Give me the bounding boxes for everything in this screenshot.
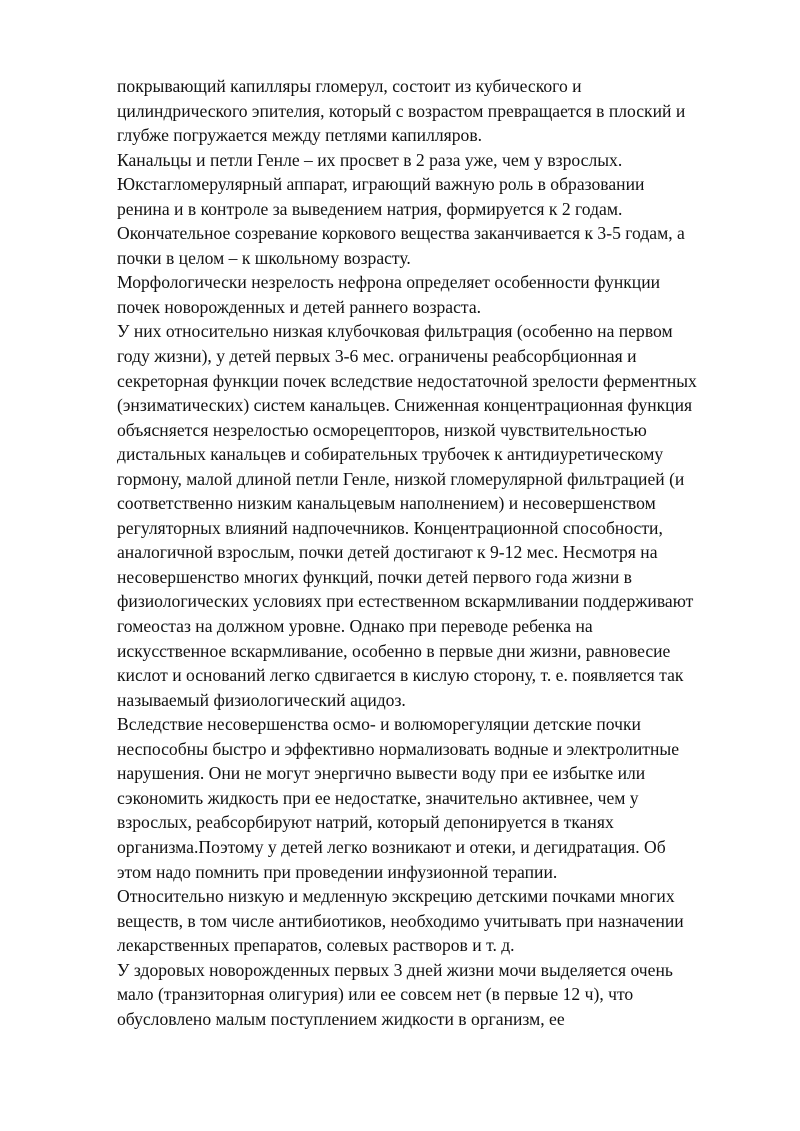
text-line: Морфологически незрелость нефрона определяет особенности функции [117,272,661,293]
text-line: почки в целом – к школьному возрасту. [117,247,411,268]
text-line: году жизни), у детей первых 3-6 мес. ограничены реабсорбционная и [117,346,637,367]
body-text [117,74,757,1031]
text-line: У здоровых новорожденных первых 3 дней жизни мочи выделяется очень [117,959,673,980]
text-line: Канальцы и петли Генле – их просвет в 2 раза уже, чем у взрослых. [117,149,623,170]
text-line: искусственное вскармливание, особенно в первые дни жизни, равновесие [117,640,671,661]
text-line: дистальных канальцев и собирательных трубочек к антидиуретическому [117,444,664,465]
text-line: цилиндрического эпителия, который с возрастом превращается в плоский и [117,100,686,121]
text-line: физиологических условиях при естественном вскармливании поддерживают [117,591,694,612]
text-line: называемый физиологический ацидоз. [117,689,406,710]
text-line: этом надо помнить при проведении инфузионной терапии. [117,861,558,882]
text-line: регуляторных влияний надпочечников. Концентрационной способности, [117,517,663,538]
text-line: аналогичной взрослым, почки детей достигают к 9-12 мес. Несмотря на [117,542,658,563]
text-line: секреторная функции почек вследствие недостаточной зрелости ферментных [117,370,697,391]
text-line: сэкономить жидкость при ее недостатке, значительно активнее, чем у [117,787,639,808]
text-line: организма.Поэтому у детей легко возникают и отеки, и дегидратация. Об [117,836,666,857]
text-line: лекарственных препаратов, солевых растворов и т. д. [117,935,515,956]
text-line: ренина и в контроле за выведением натрия, формируется к 2 годам. [117,198,623,219]
text-line: Относительно низкую и медленную экскрецию детскими почками многих [117,886,675,907]
text-line: взрослых, реабсорбируют натрий, который депонируется в тканях [117,812,614,833]
text-line: Юкстагломерулярный аппарат, играющий важную роль в образовании [117,174,645,195]
text-line: объясняется незрелостью осморецепторов, низкой чувствительностью [117,419,647,440]
text-line: нарушения. Они не могут энергично вывести воду при ее избытке или [117,763,646,784]
text-line: несовершенство многих функций, почки детей первого года жизни в [117,566,632,587]
text-line: глубже погружается между петлями капилляров. [117,125,483,146]
text-line: Вследствие несовершенства осмо- и волюморегуляции детские почки [117,714,641,735]
text-line: веществ, в том числе антибиотиков, необходимо учитывать при назначении [117,910,684,931]
text-line: неспособны быстро и эффективно нормализовать водные и электролитные [117,738,680,759]
text-line: соответственно низким канальцевым наполнением) и несовершенством [117,493,656,514]
text-line: кислот и оснований легко сдвигается в кислую сторону, т. е. появляется так [117,665,684,686]
text-line: почек новорожденных и детей раннего возраста. [117,296,482,317]
text-line: мало (транзиторная олигурия) или ее совсем нет (в первые 12 ч), что [117,984,634,1005]
text-line: покрывающий капилляры гломерул, состоит из кубического и [117,76,582,96]
text-line: гормону, малой длиной петли Генле, низкой гломерулярной фильтрацией (и [117,468,685,489]
text-line: обусловлено малым поступлением жидкости в организм, ее [117,1008,565,1029]
text-line: У них относительно низкая клубочковая фильтрация (особенно на первом [117,321,673,342]
text-line: Окончательное созревание коркового вещества заканчивается к 3-5 годам, а [117,223,685,244]
text-line: (энзиматических) систем канальцев. Сниженная концентрационная функция [117,395,693,416]
text-line: гомеостаз на должном уровне. Однако при переводе ребенка на [117,616,593,637]
